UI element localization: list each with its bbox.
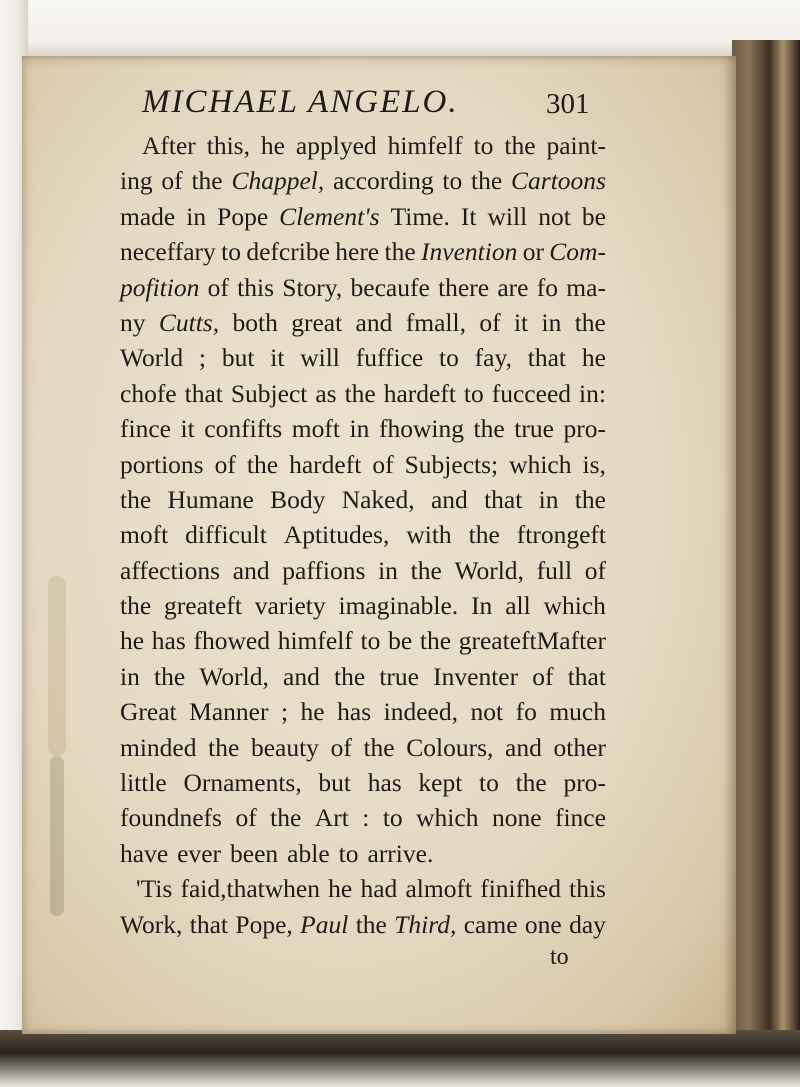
word: Paul [300, 909, 349, 939]
word: to [439, 343, 459, 373]
word: the [363, 732, 395, 762]
word: is, [582, 449, 606, 479]
text-line [120, 588, 606, 623]
word: Colours, [406, 732, 494, 762]
word: the [355, 909, 387, 939]
body-text [120, 128, 730, 942]
word: fo [515, 697, 537, 727]
word: hardeft [383, 378, 456, 408]
word: to [382, 803, 403, 833]
word: it [270, 343, 285, 373]
word: indeed, [383, 697, 458, 727]
word: in [120, 661, 140, 691]
word: ; [198, 343, 207, 373]
word: himfelf [387, 131, 463, 160]
word: the [419, 626, 452, 656]
word: there [438, 272, 490, 302]
word: but [318, 768, 352, 798]
word: the [270, 803, 302, 833]
text-line [120, 765, 606, 800]
word: Cutts, [158, 307, 220, 337]
word: the [208, 732, 240, 762]
word: almoft [405, 874, 473, 904]
text-line [120, 836, 606, 871]
text-line [142, 128, 606, 163]
word: be [581, 201, 606, 231]
text-line [120, 482, 606, 517]
text-line [120, 340, 606, 375]
paper-stain [50, 756, 64, 916]
word: pro- [563, 768, 606, 798]
word: Pope [217, 201, 269, 231]
text-line [120, 199, 606, 234]
word: It [460, 201, 477, 231]
word: has [151, 626, 186, 656]
word: Subjects; [404, 449, 499, 479]
word: will [487, 201, 528, 231]
word: little [120, 768, 167, 798]
word: beauty [250, 732, 319, 762]
word: of [235, 803, 257, 833]
text-line [120, 517, 606, 552]
word: as [315, 378, 337, 408]
word: or [522, 237, 544, 267]
word: and [430, 484, 468, 514]
word: After [142, 131, 196, 160]
word: ever [177, 838, 222, 868]
word: the [473, 414, 505, 444]
word: the [384, 237, 416, 267]
word: chofe [120, 378, 177, 408]
word: of [372, 449, 394, 479]
word: and [232, 555, 270, 585]
word: Story, [282, 272, 343, 302]
word: full [536, 555, 573, 585]
word: fuffice [355, 343, 424, 373]
word: fhowed [193, 626, 270, 656]
word: neceffary [120, 237, 216, 267]
word: Humane [167, 484, 254, 514]
word: Naked, [341, 484, 415, 514]
word: to [221, 237, 241, 267]
word: the [191, 166, 223, 196]
word: greateft [164, 591, 242, 621]
text-line [120, 623, 606, 658]
word: have [120, 838, 169, 868]
word: are [497, 272, 529, 302]
text-line [120, 270, 606, 305]
word: which [543, 591, 606, 621]
word: and [505, 732, 542, 762]
word: the [334, 661, 366, 691]
text-line [120, 907, 606, 942]
word: Body [270, 484, 326, 514]
word: greateftMafter [458, 626, 606, 656]
word: of [161, 166, 183, 196]
word: in [349, 414, 370, 444]
word: World [120, 343, 184, 373]
word: faid,thatwhen [180, 874, 320, 904]
word: of [584, 555, 606, 585]
word: of [207, 272, 229, 302]
scan-background-bottom [0, 1030, 800, 1087]
word: : [362, 803, 370, 833]
word: in [186, 201, 207, 231]
word: Art [314, 803, 349, 833]
word: Great [120, 697, 177, 727]
word: hardeft [289, 449, 362, 479]
word: that [184, 378, 223, 408]
word: the [154, 661, 186, 691]
book-fore-edge [732, 40, 800, 1040]
word: able [287, 838, 330, 868]
word: finifhed [480, 874, 561, 904]
word: Com- [549, 237, 606, 267]
word: foundnefs [120, 803, 222, 833]
word: fince [120, 414, 171, 444]
word: paffions [282, 555, 366, 585]
word: other [553, 732, 606, 762]
word: not [538, 201, 571, 231]
word: confifts [204, 414, 283, 444]
word: Ornaments, [183, 768, 302, 798]
word: true [379, 661, 419, 691]
word: this [237, 272, 274, 302]
word: true [514, 414, 554, 444]
word: the [574, 484, 606, 514]
word: and [355, 307, 393, 337]
word: the [410, 555, 442, 585]
word: to [463, 378, 484, 408]
word: minded [120, 732, 197, 762]
word: according [333, 166, 434, 196]
text-line [120, 659, 606, 694]
text-line [120, 694, 606, 729]
word: becaufe [350, 272, 430, 302]
word: Third, [394, 909, 457, 939]
text-line [120, 234, 606, 269]
word: with [406, 520, 452, 550]
text-line [120, 553, 606, 588]
word: moft [120, 520, 169, 550]
word: came [463, 909, 518, 939]
word: to [473, 131, 494, 160]
word: the [120, 591, 152, 621]
word: ; [280, 697, 289, 727]
word: the [574, 307, 606, 337]
word: that [527, 343, 567, 373]
word: the [468, 520, 500, 550]
word: been [230, 838, 279, 868]
word: arrive. [367, 838, 434, 868]
word: moft [291, 414, 340, 444]
word: that [567, 661, 606, 691]
page-text-block [120, 84, 730, 972]
word: of [214, 449, 236, 479]
word: fay, [474, 343, 512, 373]
word: which [416, 803, 479, 833]
word: World, [199, 661, 269, 691]
word: one [524, 909, 562, 939]
word: Cartoons [511, 166, 606, 196]
word: imaginable. [338, 591, 459, 621]
word: himfelf [277, 626, 353, 656]
word: Clement's [279, 201, 380, 231]
word: and [283, 661, 320, 691]
word: fince [554, 803, 606, 833]
word: be [388, 626, 413, 656]
word: to [360, 626, 381, 656]
text-line [120, 376, 606, 411]
word: Subject [230, 378, 308, 408]
word: day [569, 909, 606, 939]
word: difficult [185, 520, 267, 550]
catchword: to [550, 943, 569, 970]
word: ny [120, 307, 146, 337]
word: none [491, 803, 542, 833]
text-line [120, 800, 606, 835]
word: of [532, 661, 554, 691]
page-number: 301 [546, 88, 590, 120]
word: that [484, 484, 523, 514]
word: of [479, 307, 501, 337]
scan-background-top [0, 0, 800, 62]
word: but [221, 343, 255, 373]
text-line [136, 871, 606, 906]
text-line [120, 163, 606, 198]
word: he [260, 131, 285, 160]
word: the [344, 378, 376, 408]
word: Inventer [433, 661, 519, 691]
word: here [335, 237, 380, 267]
word: of [330, 732, 352, 762]
word: variety [254, 591, 326, 621]
word: has [367, 768, 402, 798]
word: Manner [189, 697, 269, 727]
paper-stain [48, 576, 66, 756]
word: he [581, 343, 606, 373]
word: affections [120, 555, 221, 585]
word: Time. [390, 201, 450, 231]
word: In [471, 591, 493, 621]
word: Invention [421, 237, 518, 267]
word: that [189, 909, 229, 939]
word: applyed [295, 131, 377, 160]
word: to [442, 166, 463, 196]
text-line [120, 305, 606, 340]
word: not [470, 697, 504, 727]
word: pofition [120, 272, 200, 302]
word: Chappel, [231, 166, 325, 196]
word: had [360, 874, 398, 904]
word: to [479, 768, 499, 798]
word: this [569, 874, 606, 904]
word: ing [120, 166, 153, 196]
word: the [504, 131, 536, 160]
word: will [300, 343, 340, 373]
word: the [120, 484, 152, 514]
word: the [246, 449, 279, 479]
word: he [328, 874, 353, 904]
word: to [338, 838, 359, 868]
word: has [337, 697, 372, 727]
word: he [300, 697, 325, 727]
word: all [505, 591, 531, 621]
word: Aptitudes, [283, 520, 390, 550]
word: ma- [566, 272, 606, 302]
word: fo [536, 272, 559, 302]
word: in [538, 484, 559, 514]
word: ftrongeft [516, 520, 606, 550]
word: both [232, 307, 278, 337]
word: the [471, 166, 503, 196]
running-head [120, 84, 730, 128]
word: fucceed [491, 378, 572, 408]
word: much [549, 697, 606, 727]
text-line [120, 730, 606, 765]
word: 'Tis [136, 874, 173, 904]
word: in [378, 555, 398, 585]
word: defcribe [246, 237, 330, 267]
word: in: [579, 378, 606, 408]
text-line [120, 411, 606, 446]
word: kept [418, 768, 463, 798]
word: pro- [563, 414, 606, 444]
word: the [515, 768, 547, 798]
word: in [541, 307, 562, 337]
word: paint- [546, 131, 606, 160]
word: this, [206, 131, 250, 160]
word: he [120, 626, 145, 656]
word: fmall, [405, 307, 466, 337]
word: fhowing [378, 414, 464, 444]
word: it [180, 414, 195, 444]
running-head-title: MICHAEL ANGELO. [142, 84, 459, 120]
word: it [513, 307, 529, 337]
word: World, [454, 555, 524, 585]
word: Pope, [235, 909, 293, 939]
word: great [291, 307, 343, 337]
word: which [509, 449, 572, 479]
word: made [120, 201, 176, 231]
word: Work, [120, 909, 183, 939]
word: portions [120, 449, 204, 479]
text-line [120, 447, 606, 482]
